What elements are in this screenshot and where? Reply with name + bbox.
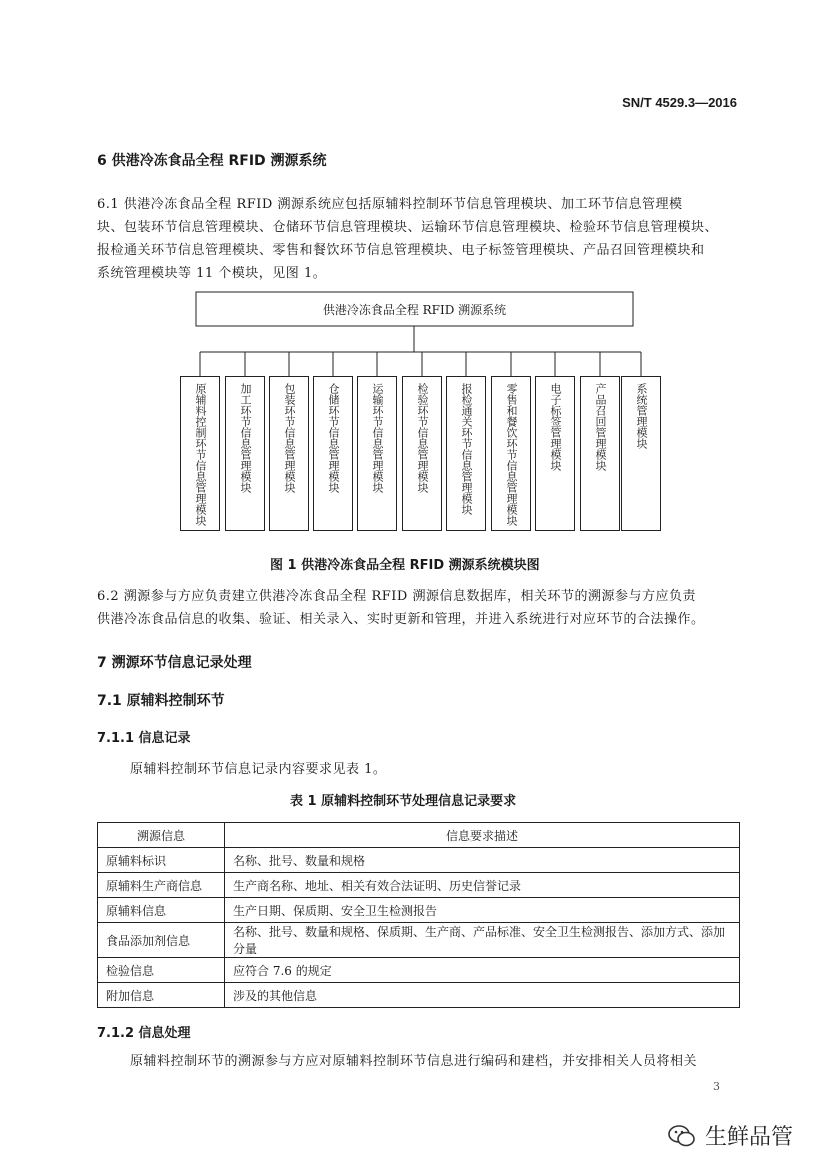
column-header: 溯源信息 (98, 823, 225, 848)
module-label: 电子标签管理模块 (549, 383, 562, 471)
table-cell: 名称、批号、数量和规格、保质期、生产商、产品标准、安全卫生检测报告、添加方式、添加分量 (225, 923, 740, 958)
table-cell: 食品添加剂信息 (98, 923, 225, 958)
table-row (98, 873, 740, 898)
figure-caption: 图 1 供港冷冻食品全程 RFID 溯源系统模块图 (270, 558, 540, 573)
watermark (667, 1120, 793, 1151)
subsection-7-1-heading: 7.1 原辅料控制环节 (97, 693, 225, 709)
module-box (357, 376, 397, 531)
table-row (98, 983, 740, 1008)
table-row (98, 958, 740, 983)
table-cell: 生产商名称、地址、相关有效合法证明、历史信誉记录 (225, 873, 740, 898)
table-cell: 原辅料生产商信息 (98, 873, 225, 898)
module-label: 零售和餐饮环节信息管理模块 (505, 383, 518, 526)
paragraph-7-1-1: 原辅料控制环节信息记录内容要求见表 1。 (130, 762, 387, 777)
module-box (491, 376, 531, 531)
paragraph-7-1-2: 原辅料控制环节的溯源参与方应对原辅料控制环节信息进行编码和建档，并安排相关人员将相关 (130, 1054, 698, 1069)
section-7-heading: 7 溯源环节信息记录处理 (97, 655, 252, 671)
paragraph-line: 块、包装环节信息管理模块、仓储环节信息管理模块、运输环节信息管理模块、检验环节信息管理模块、 (97, 220, 719, 235)
requirements-table (97, 822, 740, 1008)
table-cell: 应符合 7.6 的规定 (225, 958, 740, 983)
paragraph-line: 系统管理模块等 11 个模块，见图 1。 (97, 266, 327, 281)
table-cell: 原辅料信息 (98, 898, 225, 923)
module-box (225, 376, 265, 531)
module-label: 仓储环节信息管理模块 (327, 383, 340, 493)
table-row (98, 923, 740, 958)
module-label: 运输环节信息管理模块 (371, 383, 384, 493)
table-cell: 涉及的其他信息 (225, 983, 740, 1008)
module-box (446, 376, 486, 531)
module-label: 加工环节信息管理模块 (239, 383, 252, 493)
module-box (269, 376, 309, 531)
section-6-heading: 6 供港冷冻食品全程 RFID 溯源系统 (97, 153, 327, 169)
table-header-row (98, 823, 740, 848)
standard-number: SN/T 4529.3—2016 (622, 95, 737, 110)
module-label: 报检通关环节信息管理模块 (460, 383, 473, 515)
module-label: 系统管理模块 (635, 383, 648, 449)
module-box (402, 376, 442, 531)
table-caption: 表 1 原辅料控制环节处理信息记录要求 (290, 794, 517, 809)
table-row (98, 898, 740, 923)
module-label: 原辅料控制环节信息管理模块 (194, 383, 207, 526)
module-box (313, 376, 353, 531)
module-box (580, 376, 620, 531)
subsection-7-1-1-heading: 7.1.1 信息记录 (97, 731, 191, 746)
table-cell: 检验信息 (98, 958, 225, 983)
subsection-7-1-2-heading: 7.1.2 信息处理 (97, 1026, 191, 1041)
paragraph-line: 6.1 供港冷冻食品全程 RFID 溯源系统应包括原辅料控制环节信息管理模块、加工环节信息管理模 (97, 197, 683, 212)
paragraph-6-2 (97, 585, 705, 631)
column-header: 信息要求描述 (225, 823, 740, 848)
table-cell: 原辅料标识 (98, 848, 225, 873)
module-box (535, 376, 575, 531)
paragraph-line: 报检通关环节信息管理模块、零售和餐饮环节信息管理模块、电子标签管理模块、产品召回管理模块和 (97, 243, 705, 258)
table-cell: 生产日期、保质期、安全卫生检测报告 (225, 898, 740, 923)
page-number: 3 (713, 1080, 720, 1093)
module-box (180, 376, 220, 531)
root-label: 供港冷冻食品全程 RFID 溯源系统 (322, 302, 507, 317)
module-label: 产品召回管理模块 (594, 383, 607, 471)
wechat-icon (667, 1124, 697, 1148)
module-label: 包装环节信息管理模块 (283, 383, 296, 493)
module-label: 检验环节信息管理模块 (416, 383, 429, 493)
table-cell: 名称、批号、数量和规格 (225, 848, 740, 873)
table-cell: 附加信息 (98, 983, 225, 1008)
paragraph-line: 6.2 溯源参与方应负责建立供港冷冻食品全程 RFID 溯源信息数据库，相关环节的溯源参与方应负责 (97, 589, 696, 604)
table-row (98, 848, 740, 873)
watermark-text: 生鲜品管 (704, 1125, 793, 1150)
module-box (621, 376, 661, 531)
paragraph-line: 供港冷冻食品信息的收集、验证、相关录入、实时更新和管理，并进入系统进行对应环节的合法操作。 (97, 612, 705, 627)
